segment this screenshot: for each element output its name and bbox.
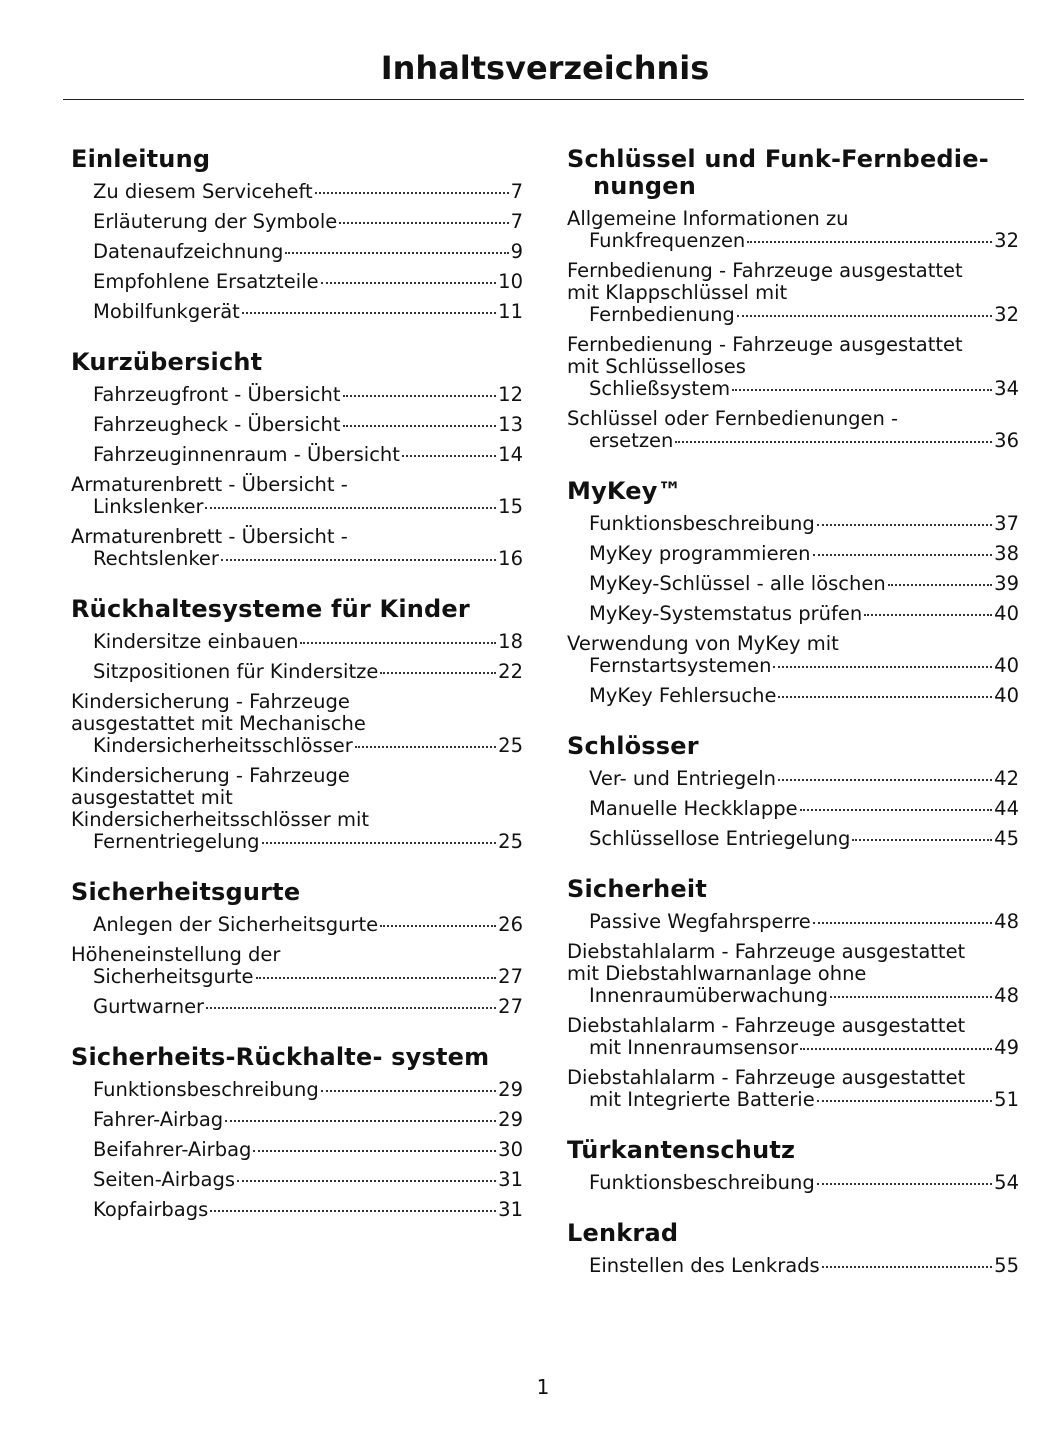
toc-entry-line: mit Klappschlüssel mit	[567, 281, 788, 304]
toc-entry-label: ersetzen	[589, 429, 674, 452]
toc-entry-label: Ver- und Entriegeln	[589, 767, 777, 790]
section-heading: Lenkrad	[567, 1219, 679, 1247]
dot-leader	[737, 315, 992, 317]
dot-leader	[315, 192, 509, 194]
dot-leader	[300, 642, 496, 644]
toc-entry-last-line	[589, 1172, 1019, 1194]
toc-entry-line: Kindersicherung - Fahrzeuge	[71, 690, 350, 713]
section-heading: Einleitung	[71, 145, 211, 173]
toc-page-number: 9	[510, 240, 523, 263]
dot-leader	[321, 1090, 496, 1092]
toc-entry[interactable]	[567, 685, 1019, 707]
toc-entry-line: Armaturenbrett - Übersicht -	[71, 525, 348, 548]
toc-entry[interactable]	[71, 444, 523, 466]
section-heading: Rückhaltesysteme für Kinder	[71, 595, 470, 623]
toc-entry-last-line	[93, 1169, 523, 1191]
toc-page-number: 18	[498, 630, 523, 653]
toc-entry-label: Innenraumüberwachung	[589, 984, 828, 1007]
toc-page-number: 25	[498, 734, 523, 757]
toc-entry-last-line	[93, 1079, 523, 1101]
toc-page-number: 7	[510, 180, 523, 203]
toc-entry[interactable]	[71, 414, 523, 436]
toc-page-number: 16	[498, 547, 523, 570]
toc-entry-last-line	[589, 304, 1019, 326]
toc-entry-last-line	[589, 798, 1019, 820]
toc-entry-label: MyKey-Systemstatus prüfen	[589, 602, 863, 625]
dot-leader	[237, 1180, 496, 1182]
toc-right-column	[567, 146, 1019, 1303]
dot-leader	[800, 809, 993, 811]
toc-entry[interactable]	[567, 543, 1019, 565]
dot-leader	[343, 425, 497, 427]
toc-entry-last-line	[93, 271, 523, 293]
section-heading: Schlüssel und Funk-Fernbedie- nungen	[567, 145, 989, 200]
section-heading: Sicherheits-Rückhalte- system	[71, 1043, 490, 1071]
dot-leader	[402, 455, 496, 457]
toc-entry[interactable]	[71, 661, 523, 683]
toc-entry[interactable]	[71, 301, 523, 323]
toc-entry[interactable]	[567, 408, 1019, 452]
toc-entry-line: Schlüssel oder Fernbedienungen -	[567, 407, 899, 430]
toc-entry-last-line	[93, 241, 523, 263]
toc-page-number: 7	[510, 210, 523, 233]
toc-page-number: 48	[994, 910, 1019, 933]
toc-entry[interactable]	[567, 1172, 1019, 1194]
toc-entry-label: Anlegen der Sicherheitsgurte	[93, 913, 379, 936]
toc-entry-label: Fernbedienung	[589, 303, 735, 326]
toc-entry-label: Einstellen des Lenkrads	[589, 1254, 820, 1277]
toc-page-number: 15	[498, 495, 523, 518]
toc-entry[interactable]	[71, 181, 523, 203]
toc-entry-line: Allgemeine Informationen zu	[567, 207, 849, 230]
toc-entry-label: Kopfairbags	[93, 1198, 209, 1221]
toc-entry-last-line	[93, 496, 523, 518]
dot-leader	[888, 584, 992, 586]
toc-entry[interactable]	[71, 271, 523, 293]
toc-entry-label: Fahrzeuginnenraum - Übersicht	[93, 443, 400, 466]
toc-entry-label: Manuelle Heckklappe	[589, 797, 798, 820]
toc-page-number: 38	[994, 542, 1019, 565]
toc-section	[567, 876, 1019, 1111]
page-title: Inhaltsverzeichnis	[380, 49, 710, 87]
toc-page-number: 29	[498, 1108, 523, 1131]
toc-entry-label: Fahrzeugheck - Übersicht	[93, 413, 341, 436]
dot-leader	[778, 696, 992, 698]
toc-entry[interactable]	[71, 526, 523, 570]
toc-entry-last-line	[589, 230, 1019, 252]
toc-entry-last-line	[93, 1139, 523, 1161]
toc-section	[567, 1220, 1019, 1277]
toc-entry-label: Kindersicherheitsschlösser	[93, 734, 353, 757]
toc-entry-line: Fernbedienung - Fahrzeuge ausgestattet	[567, 333, 963, 356]
toc-entry-label: Funktionsbeschreibung	[589, 512, 815, 535]
toc-page-number: 29	[498, 1078, 523, 1101]
toc-page-number: 11	[498, 300, 523, 323]
toc-entry-label: Gurtwarner	[93, 995, 205, 1018]
toc-entry[interactable]	[71, 691, 523, 757]
toc-page-number: 27	[498, 965, 523, 988]
toc-entry-label: Fahrer-Airbag	[93, 1108, 224, 1131]
dot-leader	[864, 614, 992, 616]
toc-left-column	[71, 146, 523, 1247]
toc-entry-label: Funktionsbeschreibung	[93, 1078, 319, 1101]
toc-entry-label: Fernentriegelung	[93, 830, 260, 853]
toc-page-number: 32	[994, 303, 1019, 326]
toc-entry[interactable]	[71, 1199, 523, 1221]
section-heading: Türkantenschutz	[567, 1136, 796, 1164]
toc-entry-label: Schlüssellose Entriegelung	[589, 827, 851, 850]
toc-entry-line: Armaturenbrett - Übersicht -	[71, 473, 348, 496]
toc-entry-line: Diebstahlalarm - Fahrzeuge ausgestattet	[567, 940, 966, 963]
toc-entry[interactable]	[567, 334, 1019, 400]
toc-entry[interactable]	[567, 941, 1019, 1007]
toc-page-number: 40	[994, 654, 1019, 677]
toc-entry[interactable]	[567, 603, 1019, 625]
toc-section	[567, 478, 1019, 707]
toc-entry-label: Fahrzeugfront - Übersicht	[93, 383, 341, 406]
toc-page-number: 26	[498, 913, 523, 936]
toc-entry-last-line	[589, 1255, 1019, 1277]
toc-entry-last-line	[93, 966, 523, 988]
toc-page-number: 42	[994, 767, 1019, 790]
toc-entry-label: Datenaufzeichnung	[93, 240, 284, 263]
toc-entry-last-line	[93, 211, 523, 233]
dot-leader	[225, 1120, 496, 1122]
toc-entry-line: Höheneinstellung der	[71, 943, 281, 966]
toc-entry-last-line	[589, 573, 1019, 595]
toc-entry-last-line	[589, 1089, 1019, 1111]
toc-entry-last-line	[589, 985, 1019, 1007]
section-heading: Sicherheit	[567, 875, 707, 903]
dot-leader	[380, 925, 496, 927]
toc-page-number: 34	[994, 377, 1019, 400]
toc-entry-label: Sitzpositionen für Kindersitze	[93, 660, 379, 683]
toc-entry-label: mit Integrierte Batterie	[589, 1088, 815, 1111]
toc-entry-label: Rechtslenker	[93, 547, 219, 570]
toc-entry-label: Zu diesem Serviceheft	[93, 180, 313, 203]
toc-entry-last-line	[589, 685, 1019, 707]
dot-leader	[321, 282, 497, 284]
title-divider	[63, 99, 1024, 100]
toc-entry[interactable]	[71, 1139, 523, 1161]
dot-leader	[343, 395, 497, 397]
toc-entry-last-line	[93, 1199, 523, 1221]
section-heading: Sicherheitsgurte	[71, 878, 301, 906]
toc-entry[interactable]	[567, 828, 1019, 850]
dot-leader	[339, 222, 508, 224]
toc-entry-last-line	[93, 384, 523, 406]
toc-entry-label: MyKey Fehlersuche	[589, 684, 777, 707]
section-heading: MyKey™	[567, 477, 682, 505]
toc-entry-line: Verwendung von MyKey mit	[567, 632, 839, 655]
toc-entry-label: Fernstartsystemen	[589, 654, 772, 677]
toc-entry-line: ausgestattet mit Mechanische	[71, 712, 366, 735]
toc-entry-label: Seiten-Airbags	[93, 1168, 236, 1191]
toc-entry-label: Empfohlene Ersatzteile	[93, 270, 319, 293]
dot-leader	[817, 1100, 992, 1102]
toc-entry-line: Fernbedienung - Fahrzeuge ausgestattet	[567, 259, 963, 282]
toc-entry[interactable]	[71, 384, 523, 406]
dot-leader	[817, 1183, 992, 1185]
toc-page-number: 45	[994, 827, 1019, 850]
toc-page-number: 12	[498, 383, 523, 406]
toc-entry-label: MyKey programmieren	[589, 542, 811, 565]
toc-entry-last-line	[589, 430, 1019, 452]
toc-page-number: 31	[498, 1168, 523, 1191]
toc-entry-last-line	[93, 444, 523, 466]
dot-leader	[830, 996, 992, 998]
toc-section	[567, 733, 1019, 850]
toc-entry-line: Kindersicherung - Fahrzeuge	[71, 764, 350, 787]
section-heading: Kurzübersicht	[71, 348, 263, 376]
dot-leader	[210, 1210, 496, 1212]
toc-entry-line: ausgestattet mit	[71, 786, 233, 809]
toc-entry-last-line	[589, 828, 1019, 850]
toc-page-number: 36	[994, 429, 1019, 452]
toc-entry[interactable]	[71, 765, 523, 853]
toc-entry-last-line	[589, 378, 1019, 400]
toc-entry-label: mit Innenraumsensor	[589, 1036, 799, 1059]
dot-leader	[221, 559, 496, 561]
toc-page-number: 54	[994, 1171, 1019, 1194]
toc-entry-label: Funktionsbeschreibung	[589, 1171, 815, 1194]
toc-entry-last-line	[589, 513, 1019, 535]
toc-entry[interactable]	[71, 1169, 523, 1191]
toc-entry[interactable]	[567, 513, 1019, 535]
toc-entry-label: Sicherheitsgurte	[93, 965, 254, 988]
toc-entry[interactable]	[567, 1015, 1019, 1059]
toc-entry-last-line	[93, 1109, 523, 1131]
toc-section	[567, 1137, 1019, 1194]
toc-page-number: 31	[498, 1198, 523, 1221]
toc-entry-label: Schließsystem	[589, 377, 731, 400]
toc-page-number: 44	[994, 797, 1019, 820]
toc-entry-last-line	[93, 735, 523, 757]
toc-entry-label: Funkfrequenzen	[589, 229, 746, 252]
toc-entry[interactable]	[567, 208, 1019, 252]
toc-entry-line: Diebstahlalarm - Fahrzeuge ausgestattet	[567, 1066, 966, 1089]
dot-leader	[813, 554, 993, 556]
toc-entry-last-line	[589, 1037, 1019, 1059]
dot-leader	[355, 746, 496, 748]
toc-entry-label: Passive Wegfahrsperre	[589, 910, 811, 933]
toc-entry-last-line	[93, 548, 523, 570]
toc-page-number: 51	[994, 1088, 1019, 1111]
toc-page-number: 25	[498, 830, 523, 853]
toc-entry[interactable]	[71, 474, 523, 518]
toc-entry-label: Mobilfunkgerät	[93, 300, 240, 323]
toc-page-number: 27	[498, 995, 523, 1018]
toc-section	[71, 349, 523, 570]
toc-entry-last-line	[93, 414, 523, 436]
toc-entry-last-line	[93, 301, 523, 323]
dot-leader	[256, 977, 497, 979]
toc-entry-label: Beifahrer-Airbag	[93, 1138, 252, 1161]
toc-page-number: 10	[498, 270, 523, 293]
toc-page-number: 13	[498, 413, 523, 436]
dot-leader	[822, 1266, 992, 1268]
toc-section	[71, 596, 523, 853]
dot-leader	[253, 1150, 496, 1152]
toc-page-number: 55	[994, 1254, 1019, 1277]
toc-page-number: 40	[994, 602, 1019, 625]
toc-entry-last-line	[589, 603, 1019, 625]
toc-entry[interactable]	[71, 1079, 523, 1101]
toc-entry[interactable]	[71, 996, 523, 1018]
toc-entry[interactable]	[71, 914, 523, 936]
dot-leader	[773, 666, 992, 668]
toc-entry[interactable]	[71, 1109, 523, 1131]
toc-page-number: 37	[994, 512, 1019, 535]
toc-page-number: 32	[994, 229, 1019, 252]
toc-page-number: 14	[498, 443, 523, 466]
dot-leader	[206, 1007, 496, 1009]
toc-entry-last-line	[589, 911, 1019, 933]
toc-page-number: 39	[994, 572, 1019, 595]
dot-leader	[800, 1048, 992, 1050]
toc-entry-line: Diebstahlalarm - Fahrzeuge ausgestattet	[567, 1014, 966, 1037]
toc-entry-last-line	[589, 768, 1019, 790]
toc-entry-last-line	[589, 655, 1019, 677]
toc-entry-last-line	[93, 996, 523, 1018]
dot-leader	[852, 839, 992, 841]
toc-entry[interactable]	[567, 768, 1019, 790]
toc-section	[71, 146, 523, 323]
toc-section	[567, 146, 1019, 452]
dot-leader	[732, 389, 992, 391]
toc-entry-label: Linkslenker	[93, 495, 204, 518]
toc-entry[interactable]	[567, 633, 1019, 677]
dot-leader	[262, 842, 497, 844]
dot-leader	[778, 779, 992, 781]
toc-entry[interactable]	[71, 631, 523, 653]
toc-entry[interactable]	[567, 573, 1019, 595]
toc-entry-last-line	[93, 914, 523, 936]
toc-entry[interactable]	[567, 260, 1019, 326]
dot-leader	[242, 312, 496, 314]
toc-entry[interactable]	[71, 211, 523, 233]
toc-section	[71, 1044, 523, 1221]
toc-page-number: 40	[994, 684, 1019, 707]
dot-leader	[817, 524, 992, 526]
toc-entry[interactable]	[567, 1067, 1019, 1111]
dot-leader	[205, 507, 496, 509]
dot-leader	[675, 441, 992, 443]
dot-leader	[747, 241, 992, 243]
toc-entry[interactable]	[567, 911, 1019, 933]
dot-leader	[285, 252, 508, 254]
toc-section	[71, 879, 523, 1018]
toc-entry-label: MyKey-Schlüssel - alle löschen	[589, 572, 886, 595]
toc-entry-last-line	[93, 661, 523, 683]
toc-page-number: 30	[498, 1138, 523, 1161]
toc-entry-last-line	[93, 831, 523, 853]
toc-entry-line: mit Schlüsselloses	[567, 355, 746, 378]
toc-entry[interactable]	[567, 798, 1019, 820]
toc-entry-last-line	[589, 543, 1019, 565]
toc-page-number: 49	[994, 1036, 1019, 1059]
toc-page-number: 48	[994, 984, 1019, 1007]
toc-entry-last-line	[93, 631, 523, 653]
toc-entry-label: Erläuterung der Symbole	[93, 210, 338, 233]
toc-entry[interactable]	[71, 944, 523, 988]
page-number: 1	[536, 1375, 550, 1399]
section-heading: Schlösser	[567, 732, 699, 760]
toc-entry-line: Kindersicherheitsschlösser mit	[71, 808, 370, 831]
toc-entry-line: mit Diebstahlwarnanlage ohne	[567, 962, 867, 985]
toc-entry[interactable]	[567, 1255, 1019, 1277]
dot-leader	[813, 922, 992, 924]
toc-page-number: 22	[498, 660, 523, 683]
toc-entry[interactable]	[71, 241, 523, 263]
toc-entry-last-line	[93, 181, 523, 203]
dot-leader	[380, 672, 496, 674]
toc-entry-label: Kindersitze einbauen	[93, 630, 299, 653]
